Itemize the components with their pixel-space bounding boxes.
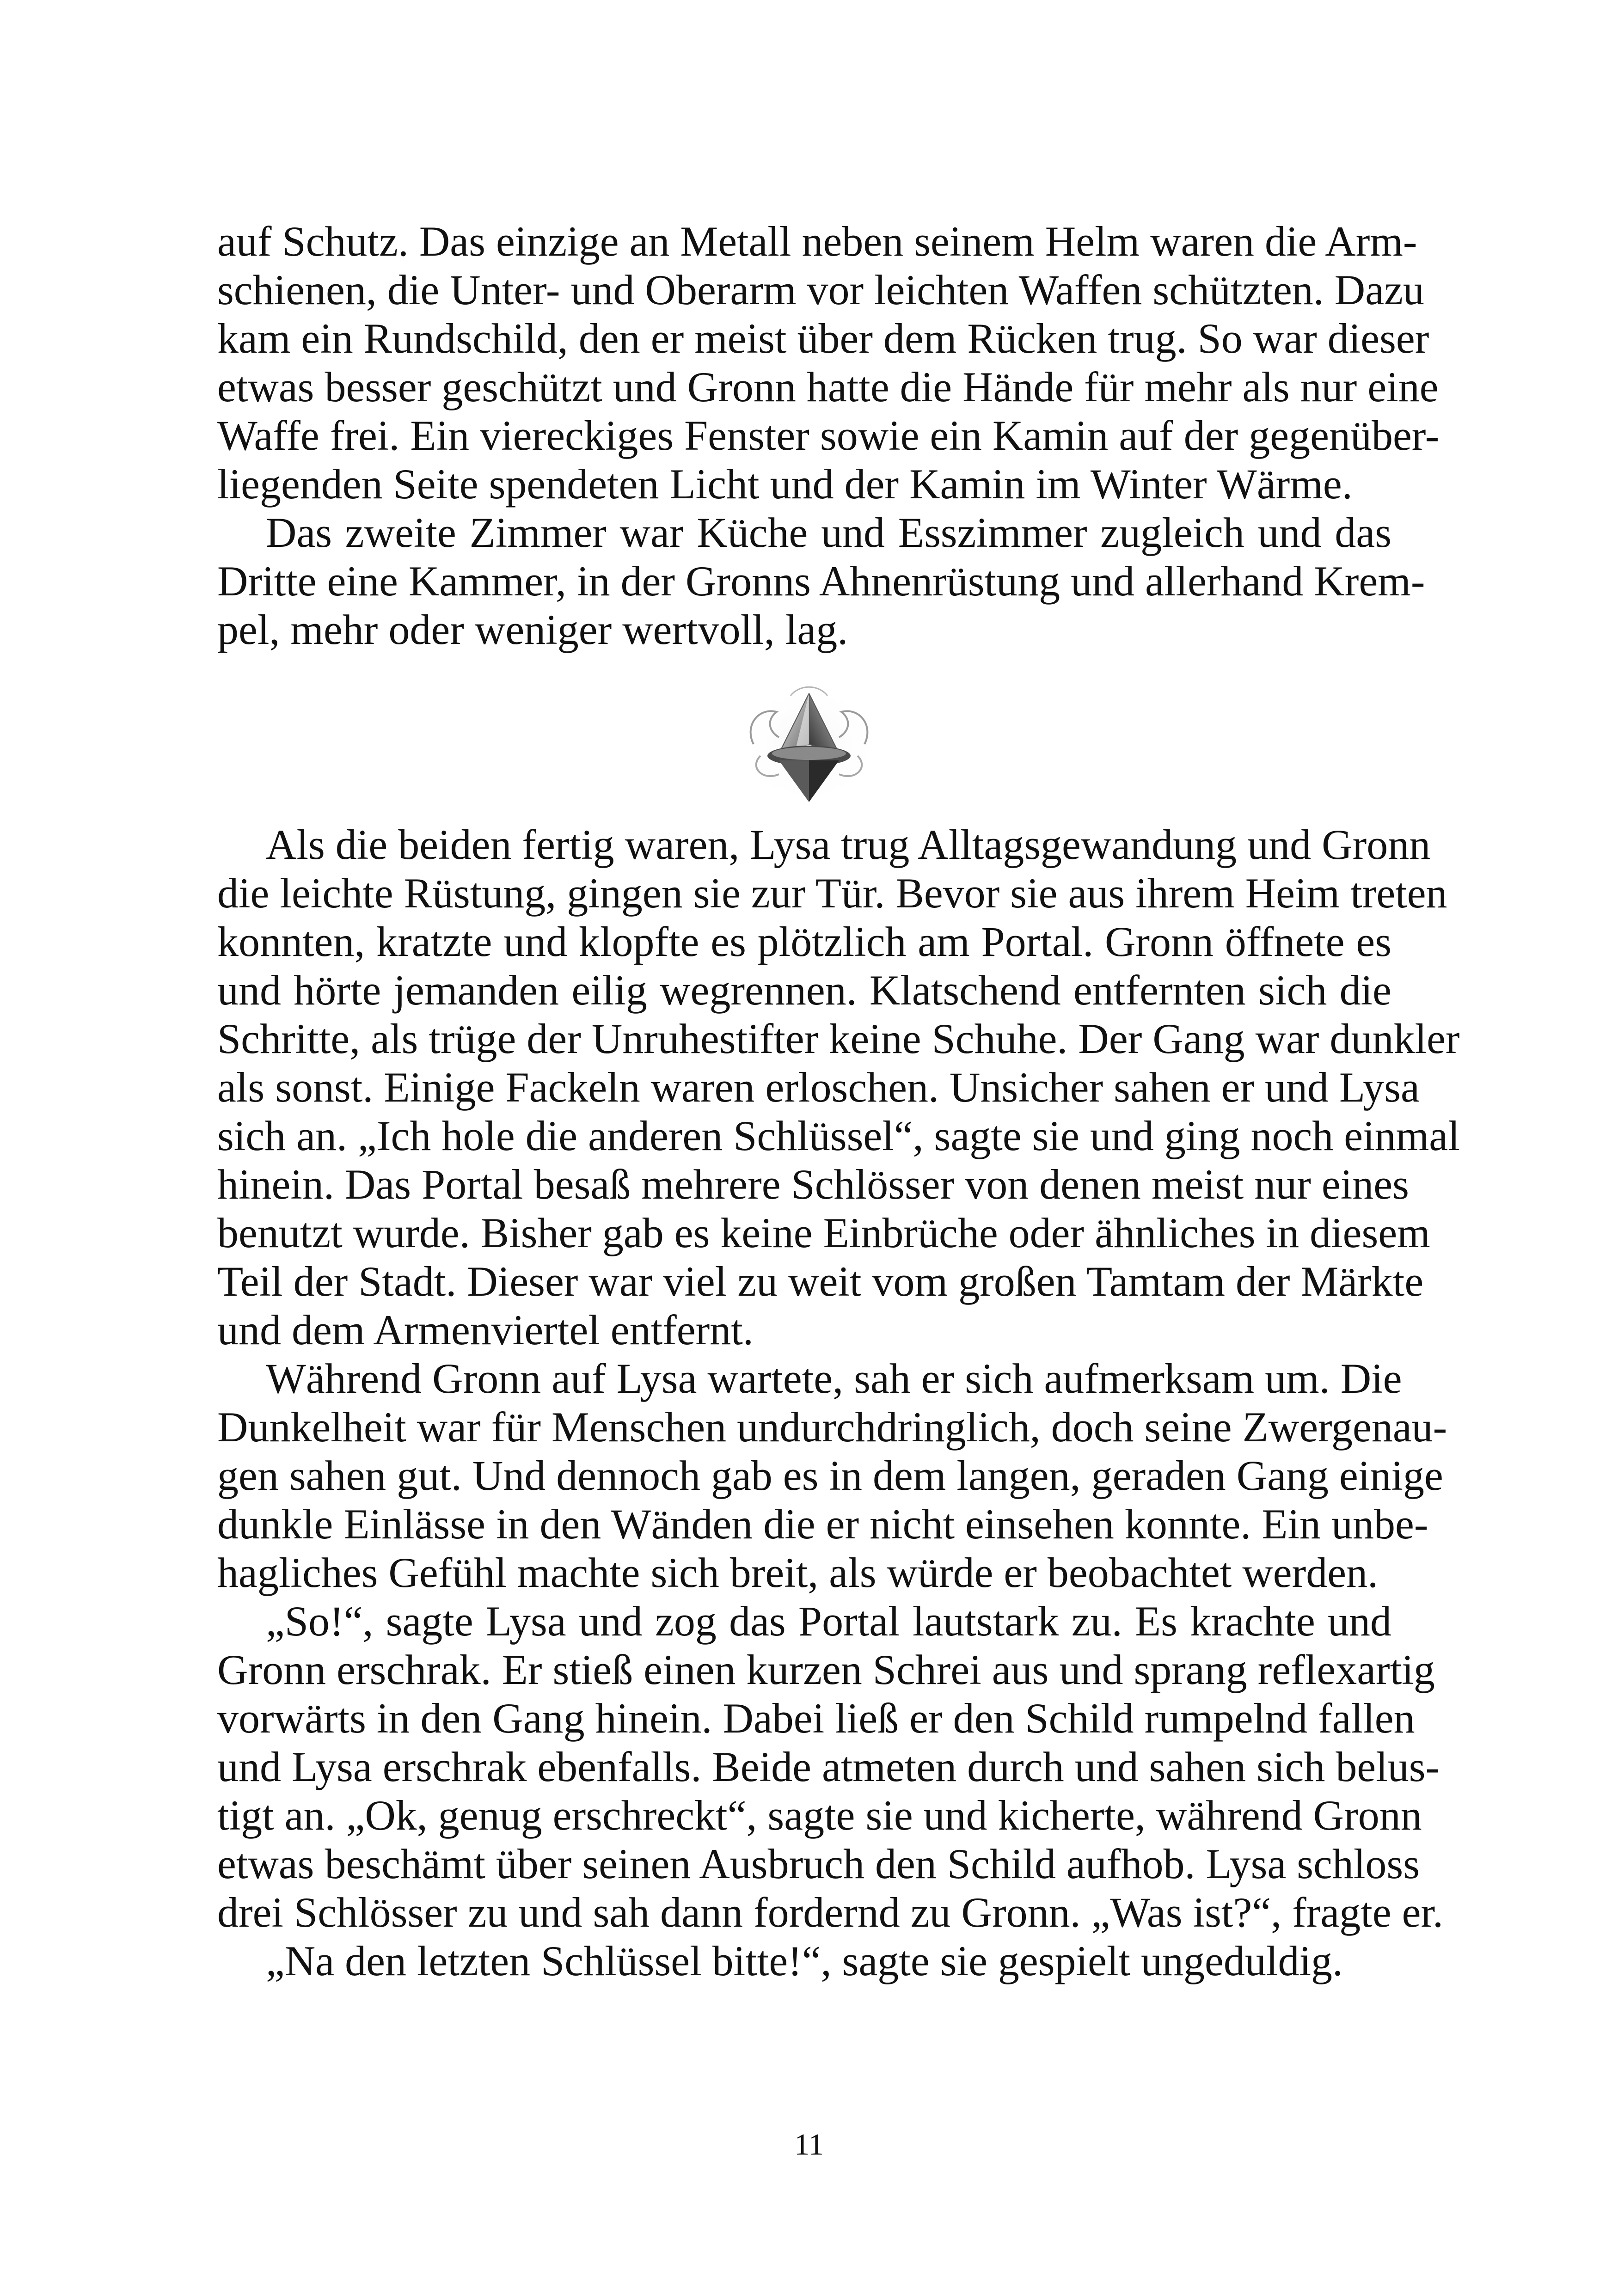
text-line: drei Schlösser zu und sah dann fordernd zu Gronn. „Was ist?“, fragte er.: [217, 1889, 1444, 1936]
text-line: Das zweite Zimmer war Küche und Esszimmer zugleich und das: [266, 509, 1391, 556]
text-block-top: [217, 217, 1440, 654]
text-line: und Lysa erschrak ebenfalls. Beide atmeten durch und sahen sich belus-: [217, 1743, 1440, 1790]
text-line: etwas besser geschützt und Gronn hatte die Hände für mehr als nur eine: [217, 363, 1439, 410]
text-line: und dem Armenviertel entfernt.: [217, 1306, 754, 1353]
text-line: konnten, kratzte und klopfte es plötzlich am Portal. Gronn öffnete es: [217, 918, 1391, 965]
text-line: „So!“, sagte Lysa und zog das Portal lautstark zu. Es krachte und: [266, 1598, 1391, 1645]
crystal-ornament-icon: [735, 675, 883, 814]
text-line: hinein. Das Portal besaß mehrere Schlösser von denen meist nur eines: [217, 1161, 1409, 1208]
page-number: 11: [794, 2128, 824, 2161]
text-line: Während Gronn auf Lysa wartete, sah er sich aufmerksam um. Die: [266, 1355, 1402, 1402]
text-line: benutzt wurde. Bisher gab es keine Einbrüche oder ähnliches in diesem: [217, 1209, 1430, 1256]
text-line: kam ein Rundschild, den er meist über dem Rücken trug. So war dieser: [217, 315, 1429, 362]
text-line: hagliches Gefühl machte sich breit, als würde er beobachtet werden.: [217, 1549, 1379, 1596]
text-line: Dunkelheit war für Menschen undurchdringlich, doch seine Zwergenau-: [217, 1403, 1447, 1451]
text-line: Dritte eine Kammer, in der Gronns Ahnenrüstung und allerhand Krem-: [217, 557, 1425, 605]
text-line: Als die beiden fertig waren, Lysa trug Alltagsgewandung und Gronn: [266, 821, 1431, 868]
text-line: gen sahen gut. Und dennoch gab es in dem langen, geraden Gang einige: [217, 1452, 1443, 1499]
text-line: „Na den letzten Schlüssel bitte!“, sagte sie gespielt ungeduldig.: [266, 1937, 1343, 1984]
text-line: vorwärts in den Gang hinein. Dabei ließ er den Schild rumpelnd fallen: [217, 1695, 1415, 1742]
text-block-main: [217, 820, 1460, 1985]
text-line: sich an. „Ich hole die anderen Schlüssel“, sagte sie und ging noch einmal: [217, 1112, 1460, 1159]
text-line: auf Schutz. Das einzige an Metall neben seinem Helm waren die Arm-: [217, 218, 1417, 265]
text-line: dunkle Einlässe in den Wänden die er nicht einsehen konnte. Ein unbe-: [217, 1500, 1428, 1548]
text-line: pel, mehr oder weniger wertvoll, lag.: [217, 606, 848, 653]
text-line: als sonst. Einige Fackeln waren erloschen. Unsicher sahen er und Lysa: [217, 1064, 1420, 1111]
text-line: Teil der Stadt. Dieser war viel zu weit vom großen Tamtam der Märkte: [217, 1258, 1424, 1305]
text-line: tigt an. „Ok, genug erschreckt“, sagte sie und kicherte, während Gronn: [217, 1792, 1422, 1839]
text-line: Waffe frei. Ein viereckiges Fenster sowie ein Kamin auf der gegenüber-: [217, 412, 1440, 459]
text-line: schienen, die Unter- und Oberarm vor leichten Waffen schützten. Dazu: [217, 266, 1424, 313]
text-line: etwas beschämt über seinen Ausbruch den Schild aufhob. Lysa schloss: [217, 1840, 1420, 1887]
text-line: die leichte Rüstung, gingen sie zur Tür. Bevor sie aus ihrem Heim treten: [217, 869, 1447, 917]
text-line: Gronn erschrak. Er stieß einen kurzen Schrei aus und sprang reflexartig: [217, 1646, 1435, 1693]
text-line: Schritte, als trüge der Unruhestifter keine Schuhe. Der Gang war dunkler: [217, 1015, 1460, 1062]
text-line: und hörte jemanden eilig wegrennen. Klatschend entfernten sich die: [217, 967, 1391, 1014]
text-line: liegenden Seite spendeten Licht und der Kamin im Winter Wärme.: [217, 460, 1353, 508]
